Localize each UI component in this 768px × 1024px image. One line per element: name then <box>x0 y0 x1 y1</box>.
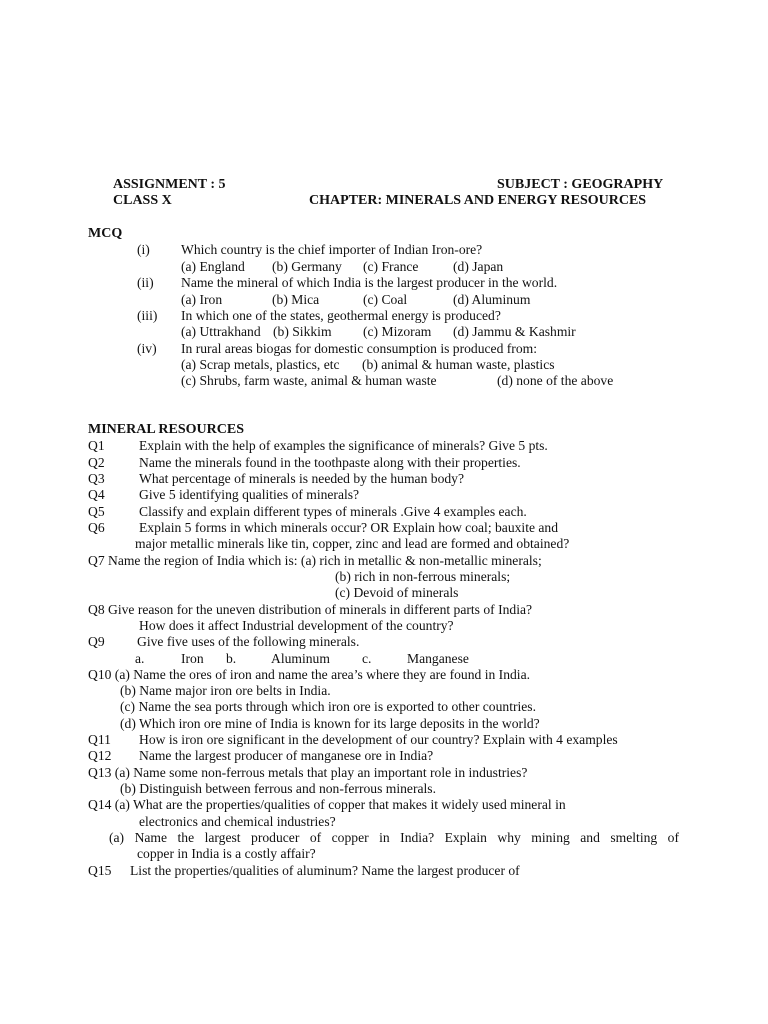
question-number: Q1 <box>88 438 105 453</box>
question-subpart: (a) Name the largest producer of copper in India? Explain why mining and smelting of <box>109 830 679 845</box>
mcq-question: In which one of the states, geothermal energy is produced? <box>181 308 501 323</box>
question-text: What percentage of minerals is needed by the human body? <box>139 471 464 486</box>
question-number: Q2 <box>88 455 105 470</box>
mcq-question: In rural areas biogas for domestic consumption is produced from: <box>181 341 537 356</box>
mcq-number: (iii) <box>137 308 158 323</box>
question-subpart: (c) Devoid of minerals <box>335 585 459 600</box>
question-text: Explain 5 forms in which minerals occur? OR Explain how coal; bauxite and <box>139 520 559 535</box>
question-number: Q6 <box>88 520 105 535</box>
question-number: Q5 <box>88 504 105 519</box>
question-text: Q7 Name the region of India which is: (a) rich in metallic & non-metallic minerals; <box>88 553 542 568</box>
mcq-option: (c) Coal <box>363 292 408 307</box>
question-text: Name the largest producer of manganese ore in India? <box>139 748 434 763</box>
question-continuation: How does it affect Industrial development of the country? <box>139 618 454 633</box>
question-text: Q14 (a) What are the properties/qualities of copper that makes it widely used mineral in <box>88 797 566 812</box>
question-text: Q8 Give reason for the uneven distribution of minerals in different parts of India? <box>88 602 533 617</box>
mcq-option: (b) Sikkim <box>273 324 332 339</box>
question-number: Q12 <box>88 748 112 763</box>
mcq-option: (a) Iron <box>181 292 223 307</box>
mcq-option: (b) Germany <box>272 259 342 274</box>
assignment-number: ASSIGNMENT : 5 <box>113 177 226 192</box>
mcq-option: (a) Scrap metals, plastics, etc <box>181 357 340 372</box>
question-number: Q9 <box>88 634 105 649</box>
list-marker: b. <box>226 651 237 666</box>
class-label: CLASS X <box>113 193 172 208</box>
question-number: Q4 <box>88 487 105 502</box>
question-subpart: (b) Name major iron ore belts in India. <box>120 683 331 698</box>
mcq-option: (d) none of the above <box>497 373 614 388</box>
question-text: Q10 (a) Name the ores of iron and name the area’s where they are found in India. <box>88 667 530 682</box>
mcq-number: (i) <box>137 242 150 257</box>
mcq-option: (b) animal & human waste, plastics <box>362 357 555 372</box>
question-subpart: (b) Distinguish between ferrous and non-ferrous minerals. <box>120 781 436 796</box>
question-text: Give five uses of the following minerals. <box>137 634 360 649</box>
question-continuation: electronics and chemical industries? <box>139 814 336 829</box>
mcq-option: (d) Japan <box>453 259 504 274</box>
question-text: Name the minerals found in the toothpaste along with their properties. <box>139 455 521 470</box>
mcq-option: (c) Mizoram <box>363 324 432 339</box>
list-item: Aluminum <box>271 651 330 666</box>
list-item: Iron <box>181 651 204 666</box>
question-number: Q3 <box>88 471 105 486</box>
question-text: Give 5 identifying qualities of minerals? <box>139 487 360 502</box>
mcq-question: Which country is the chief importer of Indian Iron-ore? <box>181 242 483 257</box>
mcq-option: (d) Aluminum <box>453 292 531 307</box>
mcq-option: (b) Mica <box>272 292 320 307</box>
question-text: Q13 (a) Name some non-ferrous metals that play an important role in industries? <box>88 765 528 780</box>
question-text: List the properties/qualities of aluminum? Name the largest producer of <box>130 863 520 878</box>
question-number: Q15 <box>88 863 112 878</box>
list-item: Manganese <box>407 651 469 666</box>
mcq-option: (d) Jammu & Kashmir <box>453 324 576 339</box>
mcq-option: (c) Shrubs, farm waste, animal & human waste <box>181 373 437 388</box>
question-subpart: (c) Name the sea ports through which iron ore is exported to other countries. <box>120 699 536 714</box>
mcq-option: (c) France <box>363 259 419 274</box>
list-marker: c. <box>362 651 372 666</box>
question-subpart: (d) Which iron ore mine of India is known for its large deposits in the world? <box>120 716 540 731</box>
subject-title: SUBJECT : GEOGRAPHY <box>497 177 664 192</box>
question-text: How is iron ore significant in the development of our country? Explain with 4 examples <box>139 732 618 747</box>
question-subpart: (b) rich in non-ferrous minerals; <box>335 569 511 584</box>
chapter-title: CHAPTER: MINERALS AND ENERGY RESOURCES <box>309 193 647 208</box>
mcq-heading: MCQ <box>88 226 123 241</box>
question-continuation: major metallic minerals like tin, copper, zinc and lead are formed and obtained? <box>135 536 570 551</box>
mcq-number: (iv) <box>137 341 157 356</box>
question-continuation: copper in India is a costly affair? <box>137 846 316 861</box>
mcq-option: (a) Uttrakhand <box>181 324 261 339</box>
list-marker: a. <box>135 651 145 666</box>
mineral-resources-heading: MINERAL RESOURCES <box>88 422 244 437</box>
mcq-number: (ii) <box>137 275 154 290</box>
question-text: Explain with the help of examples the significance of minerals? Give 5 pts. <box>139 438 548 453</box>
mcq-option: (a) England <box>181 259 245 274</box>
mcq-question: Name the mineral of which India is the largest producer in the world. <box>181 275 558 290</box>
question-text: Classify and explain different types of minerals .Give 4 examples each. <box>139 504 527 519</box>
question-number: Q11 <box>88 732 111 747</box>
